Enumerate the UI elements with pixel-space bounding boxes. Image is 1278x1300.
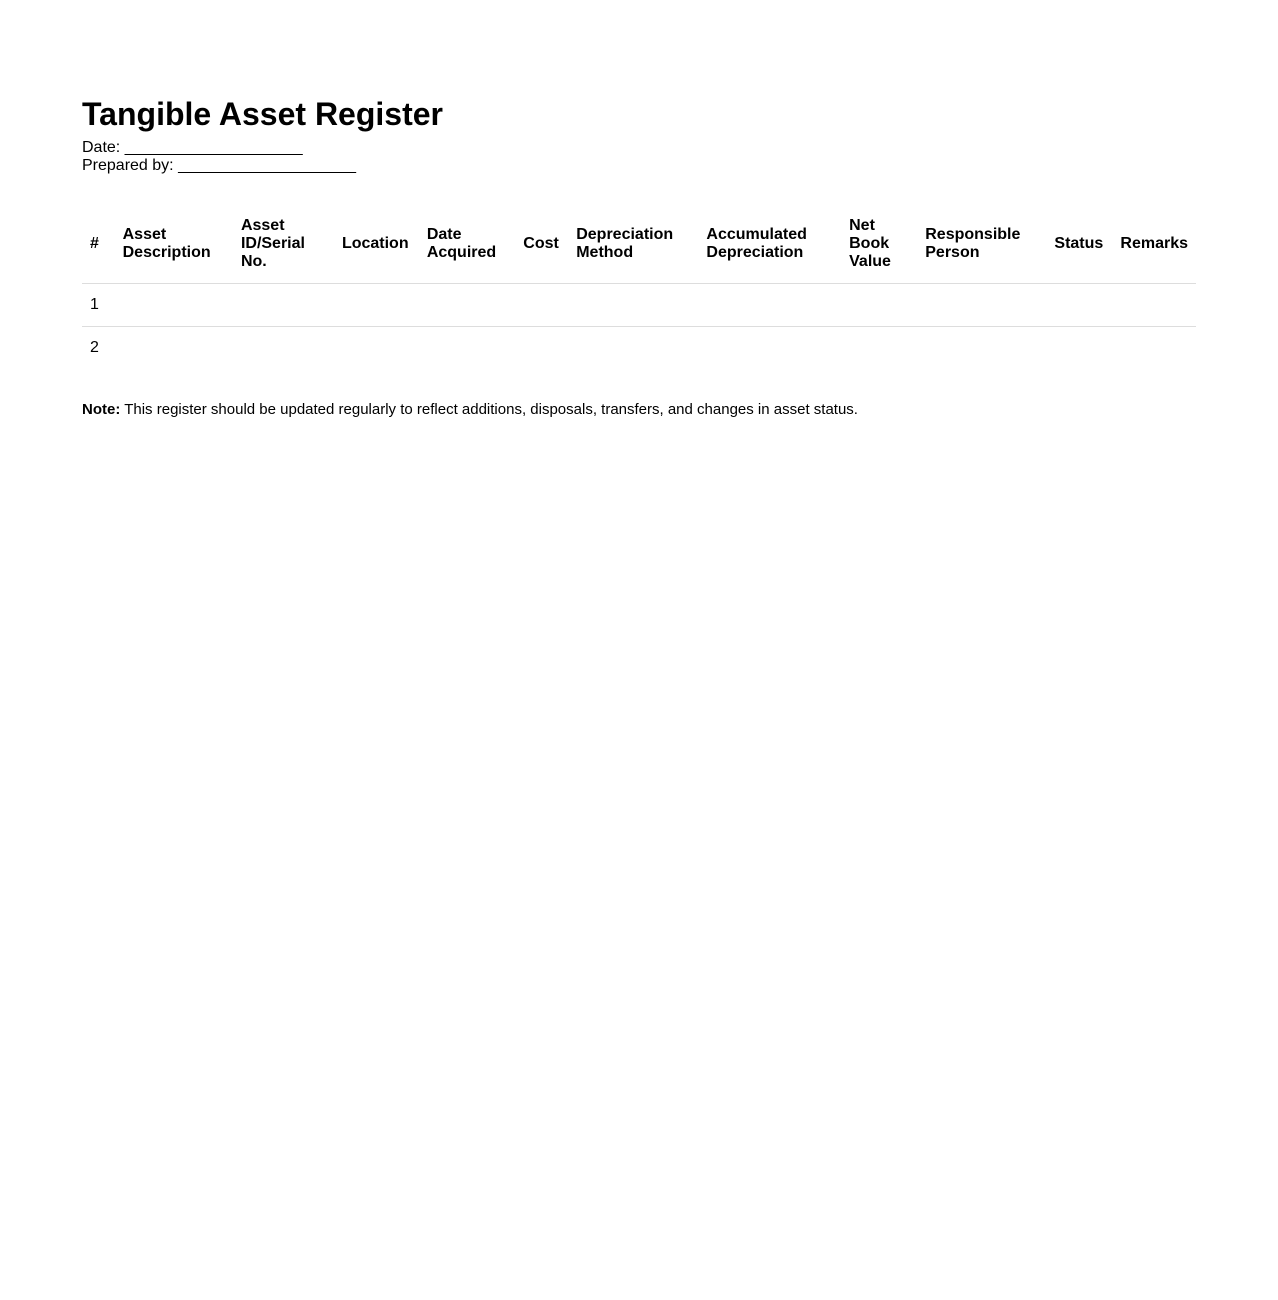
header-asset-id: Asset ID/Serial No.	[233, 209, 334, 284]
prepared-by-line	[82, 157, 1196, 175]
header-depreciation-method: Depreciation Method	[568, 209, 698, 284]
prepared-by-label: Prepared by:	[82, 157, 174, 174]
cell-net-book-value[interactable]	[841, 284, 917, 327]
header-accumulated-depreciation: Accumulated Depreciation	[698, 209, 841, 284]
cell-responsible-person[interactable]	[917, 327, 1046, 370]
cell-remarks[interactable]	[1112, 284, 1196, 327]
header-location: Location	[334, 209, 419, 284]
cell-depreciation-method[interactable]	[568, 284, 698, 327]
prepared-by-field: ____________________	[178, 157, 357, 174]
date-field: ____________________	[124, 139, 303, 156]
cell-accumulated-depreciation[interactable]	[698, 327, 841, 370]
cell-location[interactable]	[334, 327, 419, 370]
cell-asset-description[interactable]	[115, 284, 233, 327]
note-text: This register should be updated regularly to reflect additions, disposals, transfers, and changes in asset status.	[120, 401, 858, 418]
note-label: Note:	[82, 401, 121, 418]
date-line	[82, 139, 1196, 157]
header-cost: Cost	[515, 209, 568, 284]
header-number: #	[82, 209, 115, 284]
cell-asset-description[interactable]	[115, 327, 233, 370]
cell-net-book-value[interactable]	[841, 327, 917, 370]
meta-block	[82, 139, 1196, 175]
table-row	[82, 327, 1196, 370]
footer-note	[82, 401, 1196, 419]
cell-asset-id[interactable]	[233, 284, 334, 327]
cell-remarks[interactable]	[1112, 327, 1196, 370]
cell-depreciation-method[interactable]	[568, 327, 698, 370]
table-header-row	[82, 209, 1196, 284]
cell-asset-id[interactable]	[233, 327, 334, 370]
cell-status[interactable]	[1046, 327, 1112, 370]
header-status: Status	[1046, 209, 1112, 284]
cell-number: 2	[90, 339, 99, 356]
header-net-book-value: Net Book Value	[841, 209, 917, 284]
cell-responsible-person[interactable]	[917, 284, 1046, 327]
header-date-acquired: Date Acquired	[419, 209, 515, 284]
table-row	[82, 284, 1196, 327]
cell-accumulated-depreciation[interactable]	[698, 284, 841, 327]
asset-register-table	[82, 209, 1196, 369]
cell-number: 1	[82, 284, 115, 327]
header-remarks: Remarks	[1112, 209, 1196, 284]
cell-cost[interactable]	[515, 284, 568, 327]
cell-location[interactable]	[334, 284, 419, 327]
cell-cost[interactable]	[515, 327, 568, 370]
cell-date-acquired[interactable]	[419, 284, 515, 327]
header-responsible-person: Responsible Person	[917, 209, 1046, 284]
cell-status[interactable]	[1046, 284, 1112, 327]
cell-date-acquired[interactable]	[419, 327, 515, 370]
date-label: Date:	[82, 139, 121, 156]
document-page	[82, 94, 1196, 419]
header-asset-description: Asset Description	[115, 209, 233, 284]
page-title: Tangible Asset Register	[82, 96, 443, 132]
